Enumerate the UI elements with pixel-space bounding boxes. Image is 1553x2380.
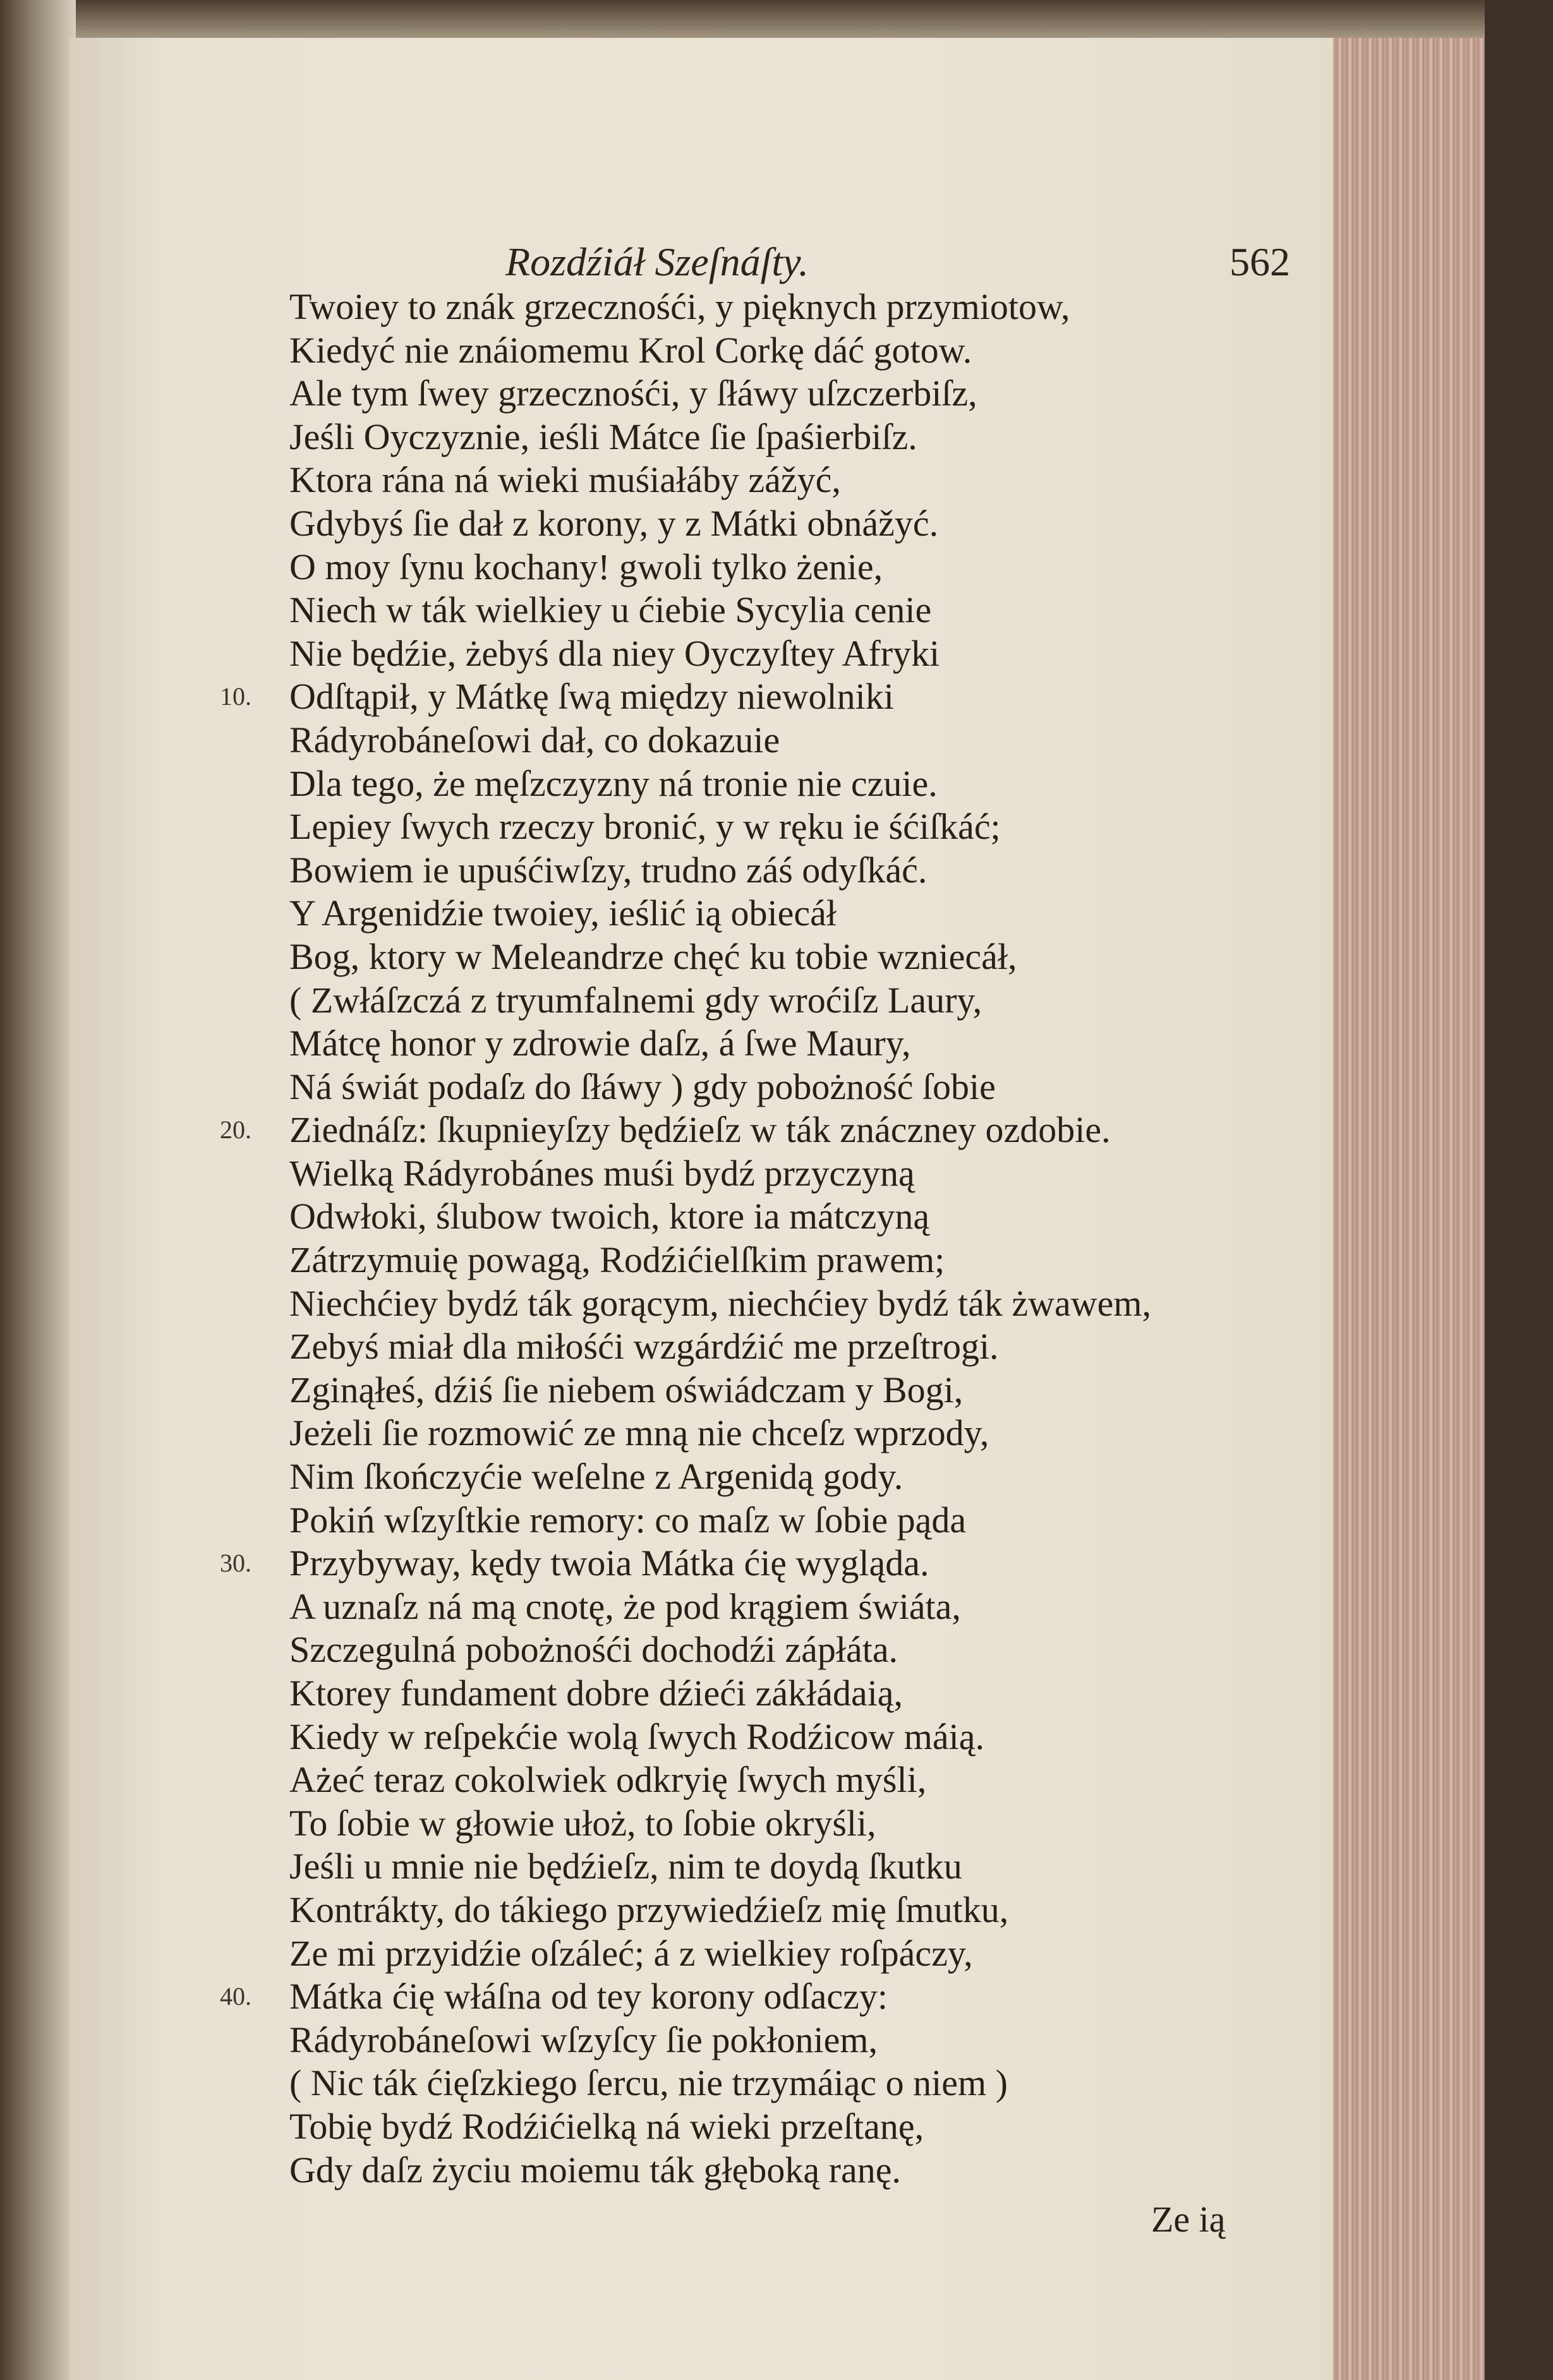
- verse-line-text: Ktorey fundament dobre dźieći zákłádaią,: [289, 1673, 903, 1714]
- verse-line-text: O moy ſynu kochany! gwoli tylko żenie,: [289, 546, 883, 587]
- verse-line-text: Odwłoki, ślubow twoich, ktore ia mátczyną: [289, 1196, 930, 1237]
- verse-line-text: Gdybyś ſie dał z korony, y z Mátki obnážyć.: [289, 502, 939, 544]
- verse-line-text: Jeśli Oyczyznie, ieśli Mátce ſie ſpaśierbiſz.: [289, 416, 917, 457]
- verse-line: [289, 1758, 1151, 1802]
- book-cover-board: [1485, 0, 1553, 2380]
- verse-line: [220, 1109, 1151, 1152]
- line-number: 20.: [220, 1115, 251, 1145]
- verse-line-text: Gdy daſz życiu moiemu ták głęboką ranę.: [289, 2149, 901, 2191]
- verse-line-text: Przybyway, kędy twoia Mátka ćię wygląda.: [289, 1542, 929, 1584]
- verse-line: [220, 675, 1151, 719]
- verse-line-text: Nie będźie, żebyś dla niey Oyczyſtey Afryki: [289, 632, 940, 674]
- verse-line: [289, 285, 1151, 329]
- verse-line: [289, 589, 1151, 632]
- left-gutter: [0, 0, 76, 2380]
- verse-line: [289, 1455, 1151, 1499]
- verse-line: [289, 1716, 1151, 1759]
- verse-line: [289, 1672, 1151, 1716]
- verse-line: [289, 1369, 1151, 1412]
- verse-line-text: Szczegulná pobożnośći dochodźi zápłáta.: [289, 1629, 898, 1671]
- verse-line-text: Ktora rána ná wieki muśiałáby zážyć,: [289, 459, 841, 501]
- verse-line: [289, 1195, 1151, 1239]
- verse-line-text: To ſobie w głowie ułoż, to ſobie okryśli,: [289, 1802, 876, 1844]
- verse-line: [289, 1802, 1151, 1846]
- verse-line-text: Bog, ktory w Meleandrze chęć ku tobie wzniecáł,: [289, 935, 1017, 977]
- page-edges: [1333, 38, 1491, 2380]
- book-page: [69, 38, 1339, 2380]
- verse-line: [289, 1628, 1151, 1672]
- verse-line: [289, 632, 1151, 676]
- verse-line-text: Jeżeli ſie rozmowić ze mną nie chceſz wprzody,: [289, 1412, 989, 1454]
- verse-line-text: Ziednáſz: ſkupnieyſzy będźieſz w ták znáczney ozdobie.: [289, 1109, 1111, 1151]
- verse-line-text: Wielką Rádyrobánes muśi bydź przyczyną: [289, 1152, 915, 1194]
- verse-line-text: Niechćiey bydź ták gorącym, niechćiey bydź ták żwawem,: [289, 1282, 1152, 1324]
- verse-line: [289, 372, 1151, 416]
- verse-line: [289, 1282, 1151, 1326]
- verse-line: [289, 979, 1151, 1023]
- verse-line: [289, 762, 1151, 806]
- verse-line: [289, 2105, 1151, 2149]
- verse-line-text: Dla tego, że męſzczyzny ná tronie nie czuie.: [289, 762, 938, 804]
- verse-line: [289, 1845, 1151, 1889]
- verse-line-text: Mátcę honor y zdrowie daſz, á ſwe Maury,: [289, 1023, 911, 1064]
- verse-line-text: Lepiey ſwych rzeczy bronić, y w ręku ie śćiſkáć;: [289, 806, 1001, 848]
- verse-line: [289, 1325, 1151, 1369]
- verse-line-text: Zebyś miał dla miłośći wzgárdźić me przeſtrogi.: [289, 1326, 999, 1367]
- verse-line: [289, 935, 1151, 979]
- verse-line-text: Kontrákty, do tákiego przywiedźieſz mię ſmutku,: [289, 1889, 1009, 1930]
- verse-line: [289, 1412, 1151, 1455]
- line-number: 30.: [220, 1549, 251, 1578]
- line-number: 40.: [220, 1982, 251, 2011]
- verse-line-text: Jeśli u mnie nie będźieſz, nim te doydą ſkutku: [289, 1846, 962, 1887]
- verse-line-text: ( Nic ták ćięſzkiego ſercu, nie trzymáiąc o niem ): [289, 2062, 1008, 2104]
- verse-line: [289, 2019, 1151, 2062]
- verse-line: [289, 2149, 1151, 2192]
- verse-line: [289, 849, 1151, 892]
- verse-line: [289, 1499, 1151, 1542]
- verse-line: [289, 892, 1151, 935]
- line-number: 10.: [220, 682, 251, 711]
- verse-line-text: Bowiem ie upuśćiwſzy, trudno záś odyſkáć.: [289, 849, 928, 891]
- verse-line-text: Pokiń wſzyſtkie remory: co maſz w ſobie pąda: [289, 1499, 967, 1541]
- verse-line: [289, 329, 1151, 373]
- verse-line: [289, 719, 1151, 762]
- verse-line-text: Odſtąpił, y Mátkę ſwą między niewolniki: [289, 676, 894, 718]
- verse-line-text: ( Zwłáſzczá z tryumfalnemi gdy wroćiſz Laury,: [289, 979, 982, 1021]
- verse-line: [289, 1585, 1151, 1629]
- verse-line: [289, 546, 1151, 589]
- page-number: 562: [1230, 239, 1290, 284]
- verse-line: [289, 1889, 1151, 1932]
- verse-line-text: Zginąłeś, dźiś ſie niebem oświádczam y Bogi,: [289, 1369, 964, 1410]
- verse-line: [289, 2062, 1151, 2105]
- verse-line-text: Zátrzymuię powagą, Rodźićielſkim prawem;: [289, 1239, 945, 1281]
- verse-line-text: Mátka ćię włáſna od tey korony odſaczy:: [289, 1976, 888, 2017]
- verse-line: [220, 1542, 1151, 1585]
- verse-line-text: Rádyrobáneſowi dał, co dokazuie: [289, 719, 780, 760]
- verse-line: [220, 1975, 1151, 2019]
- verse-line: [289, 1066, 1151, 1109]
- verse-line: [289, 1022, 1151, 1066]
- verse-line-text: Tobię bydź Rodźićielką ná wieki przeſtanę,: [289, 2105, 924, 2147]
- verse-line: [289, 1152, 1151, 1196]
- verse-line-text: Ná świát podaſz do ſłáwy ) gdy pobożność ſobie: [289, 1066, 996, 1107]
- verse-line: [289, 805, 1151, 849]
- verse-line-text: Niech w ták wielkiey u ćiebie Sycylia cenie: [289, 589, 932, 631]
- verse-line: [289, 1932, 1151, 1976]
- verse-line-text: Ażeć teraz cokolwiek odkryię ſwych myśli,: [289, 1759, 927, 1801]
- verse-line-text: A uznaſz ná mą cnotę, że pod krągiem świáta,: [289, 1585, 961, 1627]
- poem-text: [220, 285, 1152, 2192]
- verse-line: [289, 459, 1151, 502]
- verse-line: [289, 502, 1151, 546]
- verse-line-text: Kiedyć nie znáiomemu Krol Corkę dáć gotow.: [289, 329, 972, 371]
- catchword: Ze ią: [1151, 2199, 1226, 2240]
- verse-line-text: Y Argenidźie twoiey, ieślić ią obiecáł: [289, 892, 837, 934]
- verse-line: [289, 416, 1151, 459]
- verse-line-text: Nim ſkończyćie weſelne z Argenidą gody.: [289, 1456, 903, 1498]
- verse-line-text: Ze mi przyidźie oſzáleć; á z wielkiey roſpáczy,: [289, 1932, 973, 1974]
- verse-line-text: Kiedy w reſpekćie wolą ſwych Rodźicow máią.: [289, 1716, 985, 1757]
- verse-line-text: Rádyrobáneſowi wſzyſcy ſie pokłoniem,: [289, 2019, 878, 2060]
- running-title-text: Rozdźiáł Szeſnáſty.: [505, 239, 809, 284]
- verse-line-text: Twoiey to znák grzecznośći, y pięknych przymiotow,: [289, 286, 1070, 327]
- verse-line-text: Ale tym ſwey grzecznośći, y ſłáwy uſzczerbiſz,: [289, 373, 977, 414]
- verse-line: [289, 1239, 1151, 1282]
